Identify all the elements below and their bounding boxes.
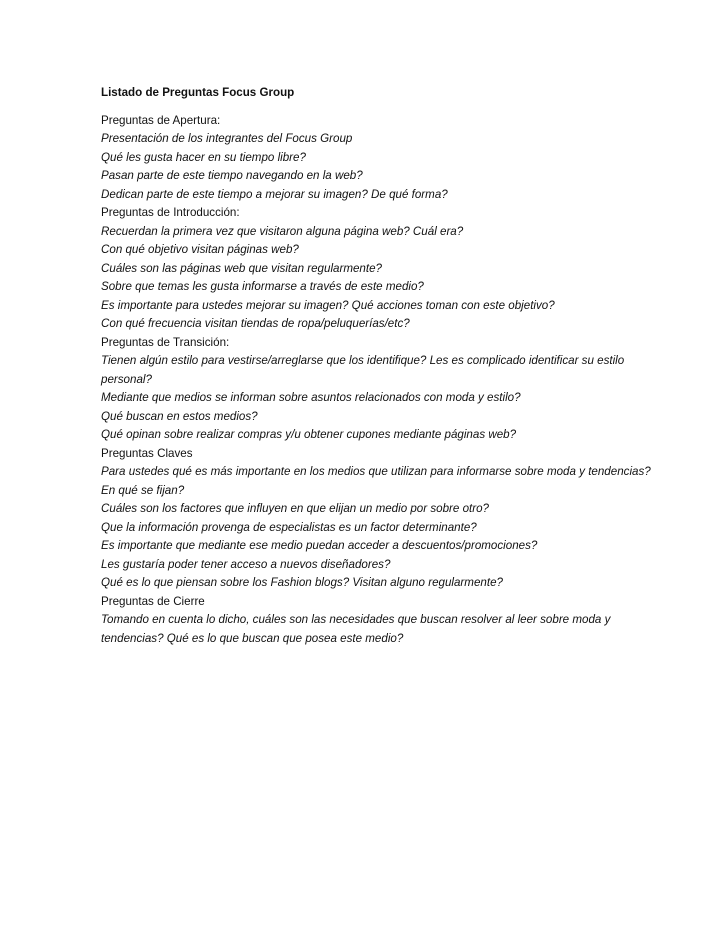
question-item: Pasan parte de este tiempo navegando en la web? bbox=[101, 169, 363, 182]
question-item: Es importante para ustedes mejorar su imagen? Qué acciones toman con este objetivo? bbox=[101, 298, 555, 312]
section-heading: Preguntas de Transición: bbox=[101, 335, 230, 349]
question-item: Que la información provenga de especialistas es un factor determinante? bbox=[101, 520, 477, 534]
section-transicion bbox=[101, 334, 661, 445]
question-item: Cuáles son las páginas web que visitan regularmente? bbox=[101, 261, 382, 275]
section-heading: Preguntas de Introducción: bbox=[101, 206, 240, 219]
question-item: Qué es lo que piensan sobre los Fashion blogs? Visitan alguno regularmente? bbox=[101, 576, 503, 589]
question-item: Qué les gusta hacer en su tiempo libre? bbox=[101, 150, 306, 164]
question-item: Con qué objetivo visitan páginas web? bbox=[101, 243, 299, 256]
question-item: Presentación de los integrantes del Focus Group bbox=[101, 132, 353, 145]
question-item: Recuerdan la primera vez que visitaron alguna página web? Cuál era? bbox=[101, 224, 464, 238]
question-item: Mediante que medios se informan sobre asuntos relacionados con moda y estilo? bbox=[101, 391, 521, 404]
section-heading: Preguntas de Cierre bbox=[101, 594, 205, 608]
section-cierre bbox=[101, 593, 661, 649]
question-item: Dedican parte de este tiempo a mejorar su imagen? De qué forma? bbox=[101, 187, 448, 201]
question-item: Qué opinan sobre realizar compras y/u obtener cupones mediante páginas web? bbox=[101, 428, 517, 441]
section-heading: Preguntas de Apertura: bbox=[101, 113, 221, 127]
question-item: Qué buscan en estos medios? bbox=[101, 409, 258, 423]
question-item: Con qué frecuencia visitan tiendas de ropa/peluquerías/etc? bbox=[101, 317, 410, 330]
section-introduccion bbox=[101, 204, 661, 334]
question-item: Para ustedes qué es más importante en los medios que utilizan para informarse sobre moda y tendencias? En qué se fijan? bbox=[101, 465, 651, 497]
question-item: Sobre que temas les gusta informarse a través de este medio? bbox=[101, 280, 424, 293]
section-claves bbox=[101, 445, 661, 593]
document-title: Listado de Preguntas Focus Group bbox=[101, 86, 295, 99]
section-heading: Preguntas Claves bbox=[101, 446, 193, 460]
document-page bbox=[101, 84, 661, 648]
question-item: Es importante que mediante ese medio puedan acceder a descuentos/promociones? bbox=[101, 539, 538, 552]
question-item: Tienen algún estilo para vestirse/arreglarse que los identifique? Les es complicado identificar su estilo personal? bbox=[101, 354, 625, 386]
section-apertura bbox=[101, 112, 661, 205]
question-item: Tomando en cuenta lo dicho, cuáles son las necesidades que buscan resolver al leer sobre moda y tendencias? Qué es lo que buscan que posea este medio? bbox=[101, 613, 611, 645]
question-item: Cuáles son los factores que influyen en que elijan un medio por sobre otro? bbox=[101, 502, 489, 515]
question-item: Les gustaría poder tener acceso a nuevos diseñadores? bbox=[101, 557, 391, 571]
